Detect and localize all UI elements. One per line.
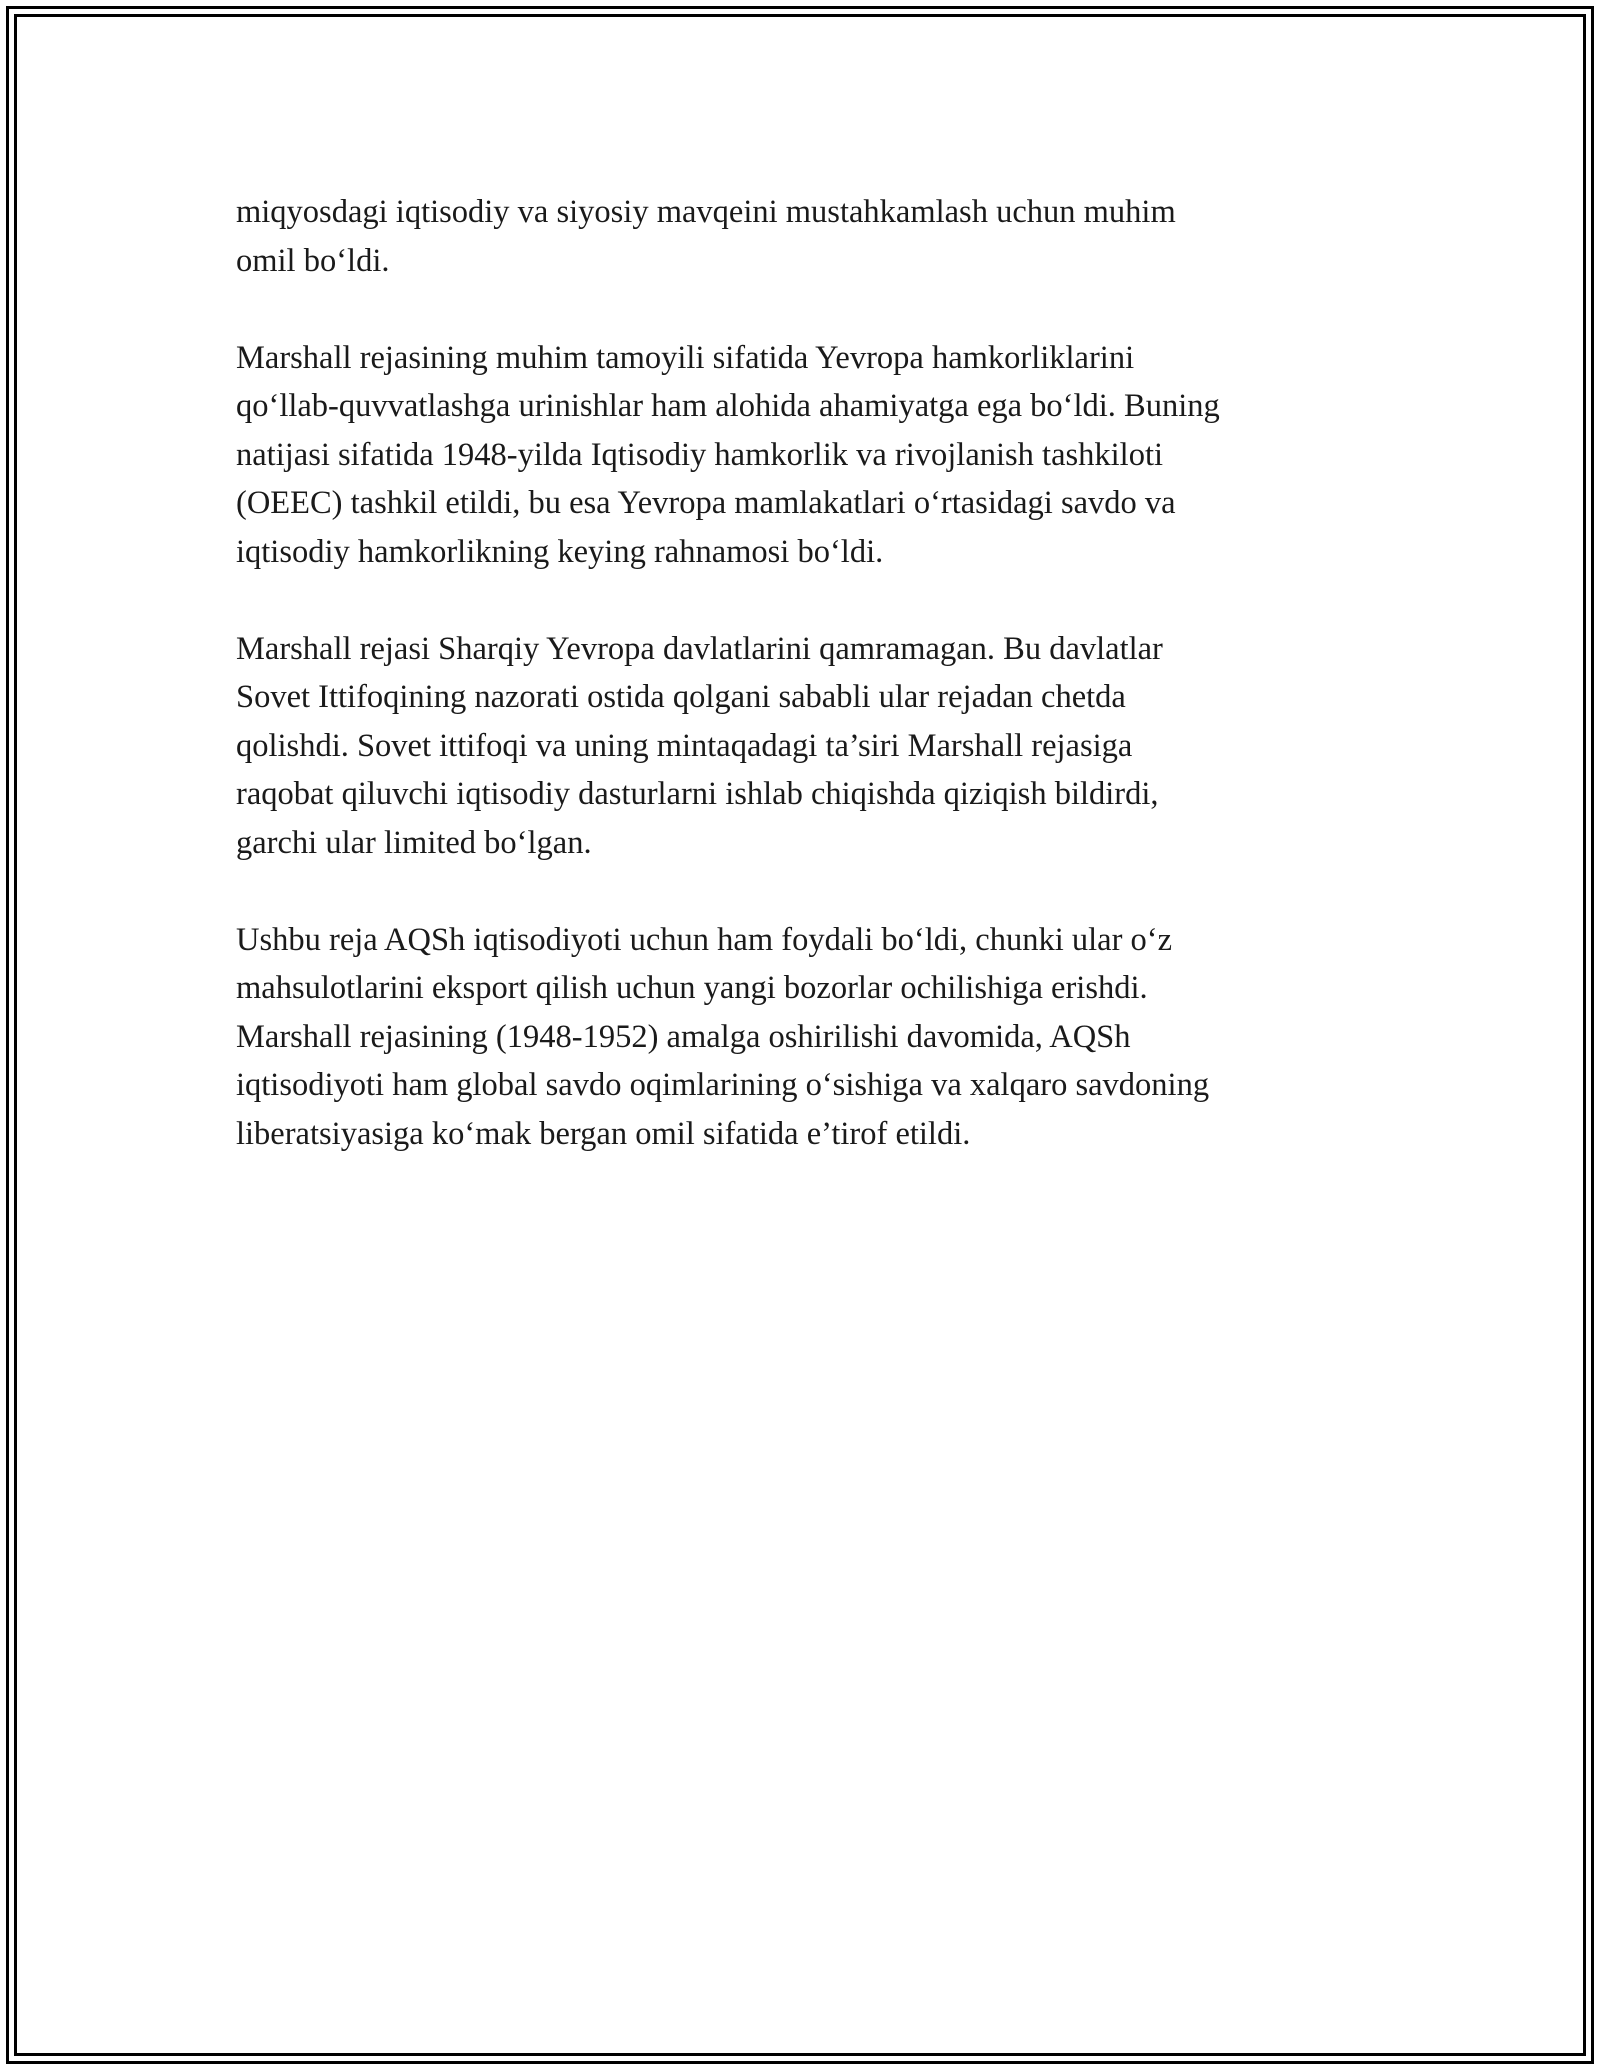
text-line: qo‘llab-quvvatlashga urinishlar ham alohida ahamiyatga ega bo‘ldi. Buning xyxy=(236,388,1220,424)
text-line: (OEEC) tashkil etildi, bu esa Yevropa mamlakatlari o‘rtasidagi savdo va xyxy=(236,485,1176,521)
text-line: liberatsiyasiga ko‘mak bergan omil sifatida e’tirof etildi. xyxy=(236,1115,971,1152)
text-line: iqtisodiy hamkorlikning keying rahnamosi bo‘ldi. xyxy=(236,533,884,570)
text-line: qolishdi. Sovet ittifoqi va uning mintaqadagi ta’siri Marshall rejasiga xyxy=(236,727,1133,764)
paragraph-4 xyxy=(236,916,1366,1159)
text-line: natijasi sifatida 1948-yilda Iqtisodiy hamkorlik va rivojlanish tashkiloti xyxy=(236,436,1164,473)
text-line: iqtisodiyoti ham global savdo oqimlarining o‘sishiga va xalqaro savdoning xyxy=(236,1067,1210,1103)
text-line: Ushbu reja AQSh iqtisodiyoti uchun ham foydali bo‘ldi, chunki ular o‘z xyxy=(236,921,1173,958)
text-line: Marshall rejasi Sharqiy Yevropa davlatlarini qamramagan. Bu davlatlar xyxy=(236,630,1163,667)
text-line: raqobat qiluvchi iqtisodiy dasturlarni ishlab chiqishda qiziqish bildirdi, xyxy=(236,776,1159,812)
text-line: garchi ular limited bo‘lgan. xyxy=(236,824,592,861)
text-line: Marshall rejasining muhim tamoyili sifatida Yevropa hamkorliklarini xyxy=(236,339,1135,376)
text-line: mahsulotlarini eksport qilish uchun yangi bozorlar ochilishiga erishdi. xyxy=(236,970,1148,1006)
paragraph-1 xyxy=(236,188,1366,285)
document-body xyxy=(236,188,1366,1207)
text-line: miqyosdagi iqtisodiy va siyosiy mavqeini mustahkamlash uchun muhim xyxy=(236,194,1176,230)
text-line: omil bo‘ldi. xyxy=(236,242,390,279)
paragraph-2 xyxy=(236,334,1366,577)
text-line: Marshall rejasining (1948-1952) amalga oshirilishi davomida, AQSh xyxy=(236,1018,1131,1055)
paragraph-3 xyxy=(236,625,1366,868)
text-line: Sovet Ittifoqining nazorati ostida qolgani sababli ular rejadan chetda xyxy=(236,679,1126,715)
